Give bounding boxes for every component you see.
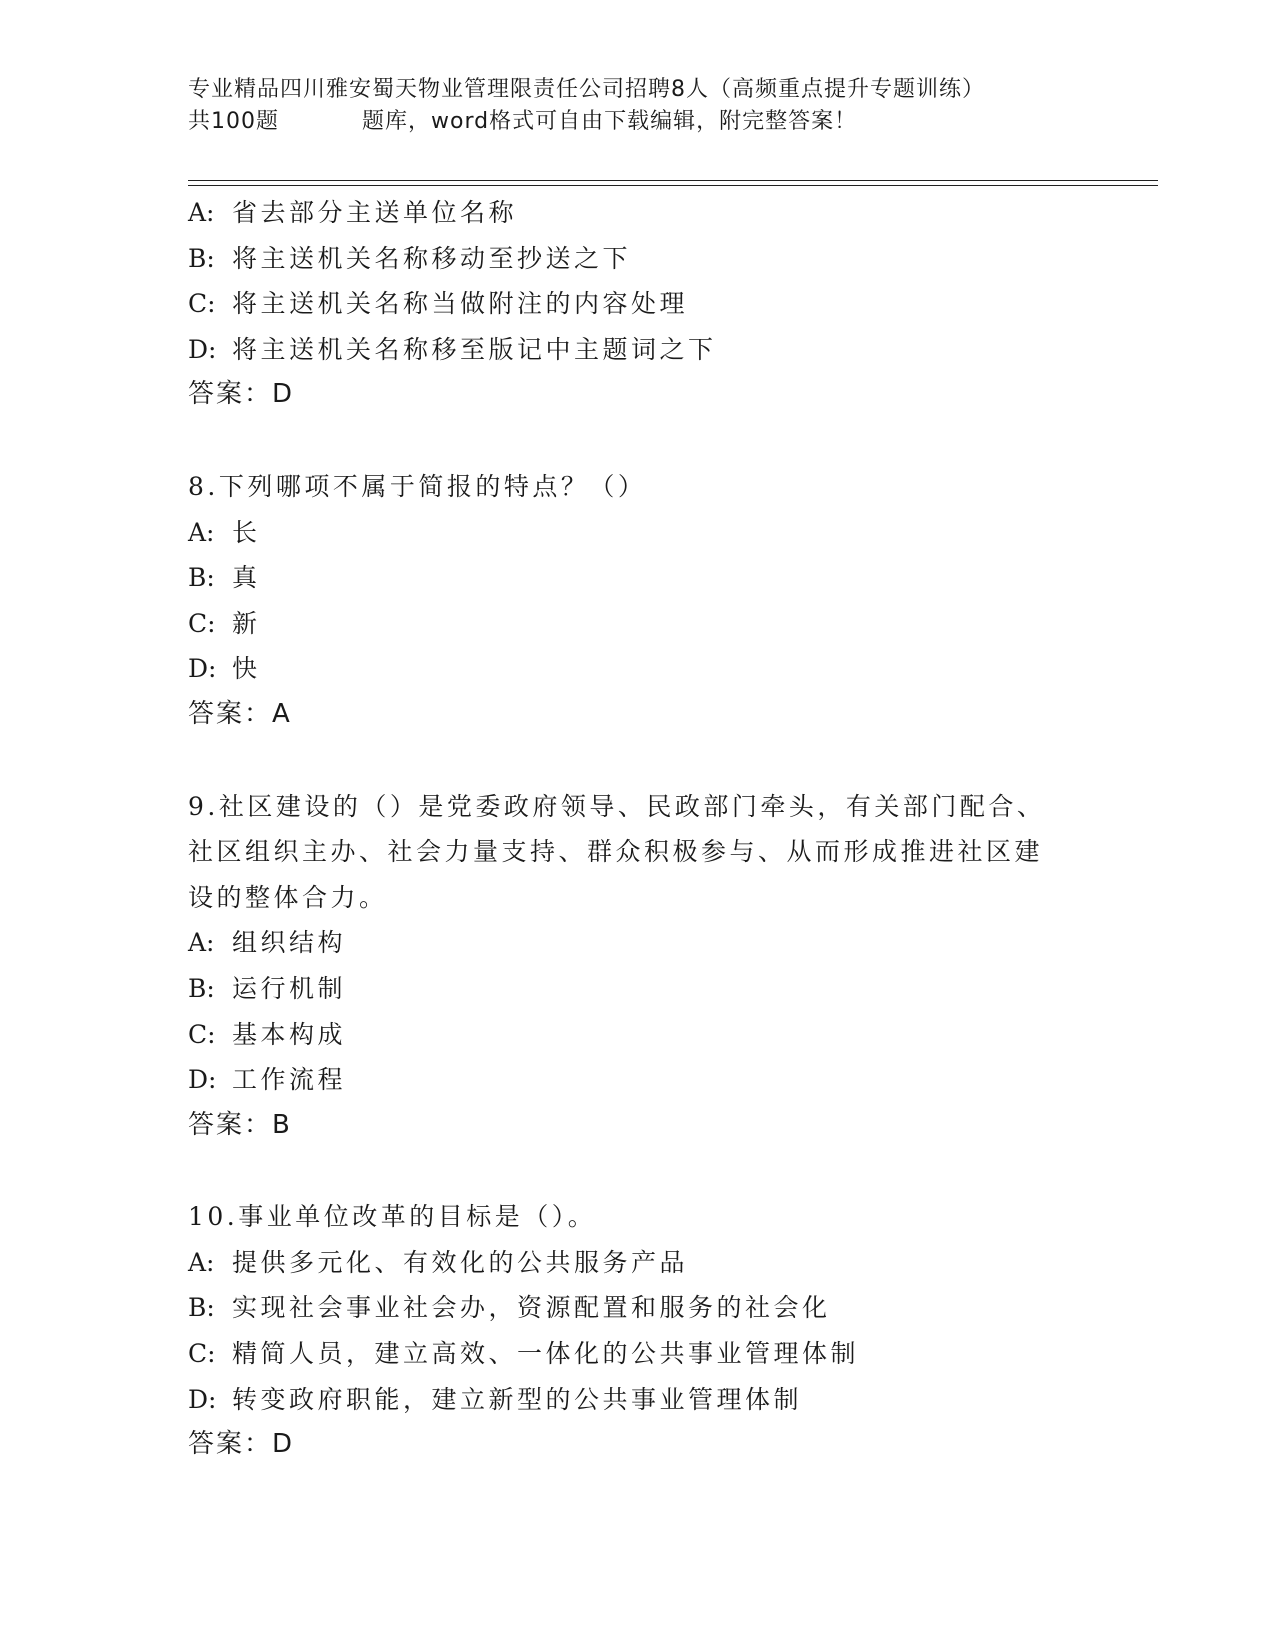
question-count: 共100题 [188, 109, 279, 134]
option-key: A: [188, 928, 215, 958]
header-title: 专业精品四川雅安蜀天物业管理限责任公司招聘8人（高频重点提升专题训练） [188, 77, 985, 102]
option-key: C: [188, 289, 216, 319]
answer: 答案：D [188, 1429, 295, 1460]
option-key: A: [188, 198, 215, 227]
header-divider-top [188, 180, 1158, 181]
option-b [188, 1285, 1118, 1331]
option-text: 提供多元化、有效化的公共服务产品 [232, 1247, 689, 1277]
question-stem-line: 9.社区建设的（）是党委政府领导、民政部门牵头，有关部门配合、 [188, 791, 1046, 821]
option-d [188, 1057, 1118, 1103]
option-text: 转变政府职能，建立新型的公共事业管理体制 [232, 1384, 803, 1414]
option-key: A: [188, 517, 215, 547]
option-key: D: [188, 1384, 217, 1414]
option-a [188, 920, 1118, 966]
option-text: 基本构成 [232, 1019, 347, 1049]
question-8 [188, 464, 1118, 738]
document-header [188, 74, 1118, 138]
option-key: A: [188, 1247, 215, 1277]
option-a [188, 190, 1118, 236]
option-key: C: [188, 608, 216, 638]
header-subtitle [188, 106, 1118, 138]
option-text: 真 [232, 563, 261, 593]
header-divider-bottom [188, 185, 1158, 186]
question-stem-line: 设的整体合力。 [188, 882, 388, 912]
option-text: 工作流程 [232, 1065, 347, 1095]
option-c [188, 1012, 1118, 1058]
answer: 答案：B [188, 1109, 292, 1140]
answer: 答案：D [188, 379, 295, 410]
option-text: 新 [232, 608, 261, 638]
option-a [188, 510, 1118, 556]
option-key: C: [188, 1019, 216, 1049]
option-key: B: [188, 973, 215, 1003]
option-key: C: [188, 1339, 216, 1369]
option-c [188, 281, 1118, 327]
option-b [188, 236, 1118, 282]
option-text: 省去部分主送单位名称 [232, 198, 518, 227]
question-stem-line: 社区组织主办、社会力量支持、群众积极参与、从而形成推进社区建 [188, 837, 1044, 867]
question-10 [188, 1194, 1118, 1468]
question-list [188, 190, 1118, 1468]
option-d [188, 327, 1118, 373]
option-b [188, 966, 1118, 1012]
option-text: 实现社会事业社会办，资源配置和服务的社会化 [232, 1293, 831, 1323]
option-a [188, 1240, 1118, 1286]
header-description: 题库，word格式可自由下载编辑，附完整答案！ [362, 109, 858, 134]
option-text: 组织结构 [232, 928, 347, 958]
option-text: 快 [232, 654, 261, 684]
spacer [188, 738, 1118, 784]
spacer [188, 1148, 1118, 1194]
option-key: D: [188, 1065, 217, 1095]
option-d [188, 646, 1118, 692]
spacer [188, 418, 1118, 464]
option-key: B: [188, 243, 215, 273]
option-text: 精简人员，建立高效、一体化的公共事业管理体制 [232, 1339, 860, 1369]
question-stem: 10.事业单位改革的目标是（）。 [188, 1202, 597, 1232]
option-text: 将主送机关名称移动至抄送之下 [232, 243, 632, 273]
option-d [188, 1377, 1118, 1423]
option-text: 将主送机关名称移至版记中主题词之下 [232, 334, 717, 364]
option-text: 运行机制 [232, 973, 347, 1003]
option-c [188, 601, 1118, 647]
option-text: 长 [232, 517, 261, 547]
option-c [188, 1331, 1118, 1377]
option-key: D: [188, 654, 217, 684]
option-key: B: [188, 1293, 215, 1323]
question-7 [188, 190, 1118, 418]
option-key: B: [188, 563, 215, 593]
option-text: 将主送机关名称当做附注的内容处理 [232, 289, 689, 319]
option-b [188, 555, 1118, 601]
question-9 [188, 784, 1118, 1149]
answer: 答案：A [188, 698, 292, 729]
option-key: D: [188, 334, 217, 364]
question-stem: 8.下列哪项不属于简报的特点？（） [188, 471, 647, 501]
